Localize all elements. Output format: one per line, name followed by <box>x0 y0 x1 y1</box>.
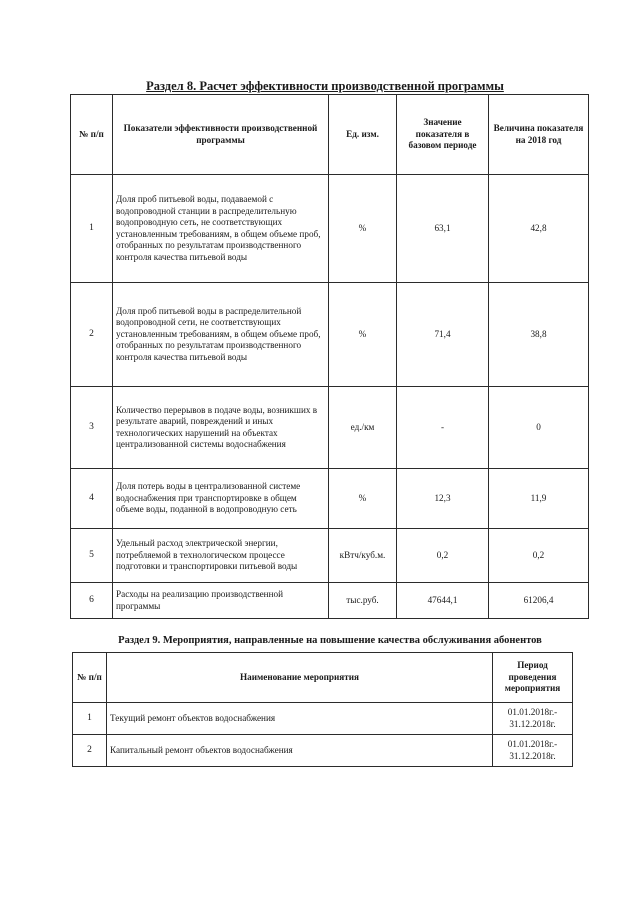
row-num: 1 <box>71 175 113 283</box>
row-period: 01.01.2018г.- 31.12.2018г. <box>493 735 573 767</box>
row-base: 63,1 <box>397 175 489 283</box>
row-value: 42,8 <box>489 175 589 283</box>
header-num: № п/п <box>73 653 107 703</box>
row-value: 38,8 <box>489 283 589 387</box>
row-indicator: Удельный расход электрической энергии, потребляемой в технологическом процессе подготовки и транспортировки питьевой воды <box>113 529 329 583</box>
table-row <box>71 583 589 619</box>
section8-title: Раздел 8. Расчет эффективности производственной программы <box>146 79 504 93</box>
row-indicator: Доля проб питьевой воды в распределительной водопроводной сети, не соответствующих установленным требованиям, в общем объеме проб, отобранных по результатам производственного контроля качества питьевой воды <box>113 283 329 387</box>
header-indicator: Показатели эффективности производственной программы <box>113 95 329 175</box>
row-unit: % <box>329 283 397 387</box>
efficiency-table <box>70 94 589 619</box>
row-value: 0,2 <box>489 529 589 583</box>
row-num: 3 <box>71 387 113 469</box>
row-base: 12,3 <box>397 469 489 529</box>
header-name: Наименование мероприятия <box>107 653 493 703</box>
row-base: 0,2 <box>397 529 489 583</box>
header-2018: Величина показателя на 2018 год <box>489 95 589 175</box>
row-indicator: Доля проб питьевой воды, подаваемой с водопроводной станции в распределительную водопроводную сеть, не соответствующих установленным требованиям, в общем объеме проб, отобранных по результатам производственного контроля качества питьевой воды <box>113 175 329 283</box>
row-base: - <box>397 387 489 469</box>
section9-title: Раздел 9. Мероприятия, направленные на повышение качества обслуживания абонентов <box>118 635 542 646</box>
row-base: 47644,1 <box>397 583 489 619</box>
header-base: Значение показателя в базовом периоде <box>397 95 489 175</box>
row-unit: % <box>329 469 397 529</box>
table-row <box>73 735 573 767</box>
row-value: 61206,4 <box>489 583 589 619</box>
row-num: 1 <box>73 703 107 735</box>
table-row <box>71 529 589 583</box>
row-period: 01.01.2018г.- 31.12.2018г. <box>493 703 573 735</box>
row-value: 0 <box>489 387 589 469</box>
table-header-row <box>71 95 589 175</box>
row-activity: Капитальный ремонт объектов водоснабжения <box>107 735 493 767</box>
table-row <box>71 283 589 387</box>
row-base: 71,4 <box>397 283 489 387</box>
row-num: 5 <box>71 529 113 583</box>
table-header-row <box>73 653 573 703</box>
table-row <box>71 175 589 283</box>
row-value: 11,9 <box>489 469 589 529</box>
header-period: Период проведения мероприятия <box>493 653 573 703</box>
row-indicator: Расходы на реализацию производственной программы <box>113 583 329 619</box>
row-unit: тыс.руб. <box>329 583 397 619</box>
row-num: 2 <box>73 735 107 767</box>
row-num: 6 <box>71 583 113 619</box>
row-indicator: Доля потерь воды в централизованной системе водоснабжения при транспортировке в общем объеме воды, поданной в водопроводную сеть <box>113 469 329 529</box>
table-row <box>71 387 589 469</box>
header-num: № п/п <box>71 95 113 175</box>
header-unit: Ед. изм. <box>329 95 397 175</box>
row-activity: Текущий ремонт объектов водоснабжения <box>107 703 493 735</box>
row-unit: % <box>329 175 397 283</box>
row-indicator: Количество перерывов в подаче воды, возникших в результате аварий, повреждений и иных технологических нарушений на объектах централизованной системы водоснабжения <box>113 387 329 469</box>
row-unit: кВтч/куб.м. <box>329 529 397 583</box>
row-num: 4 <box>71 469 113 529</box>
row-num: 2 <box>71 283 113 387</box>
table-row <box>71 469 589 529</box>
activities-table <box>72 652 573 767</box>
row-unit: ед./км <box>329 387 397 469</box>
table-row <box>73 703 573 735</box>
